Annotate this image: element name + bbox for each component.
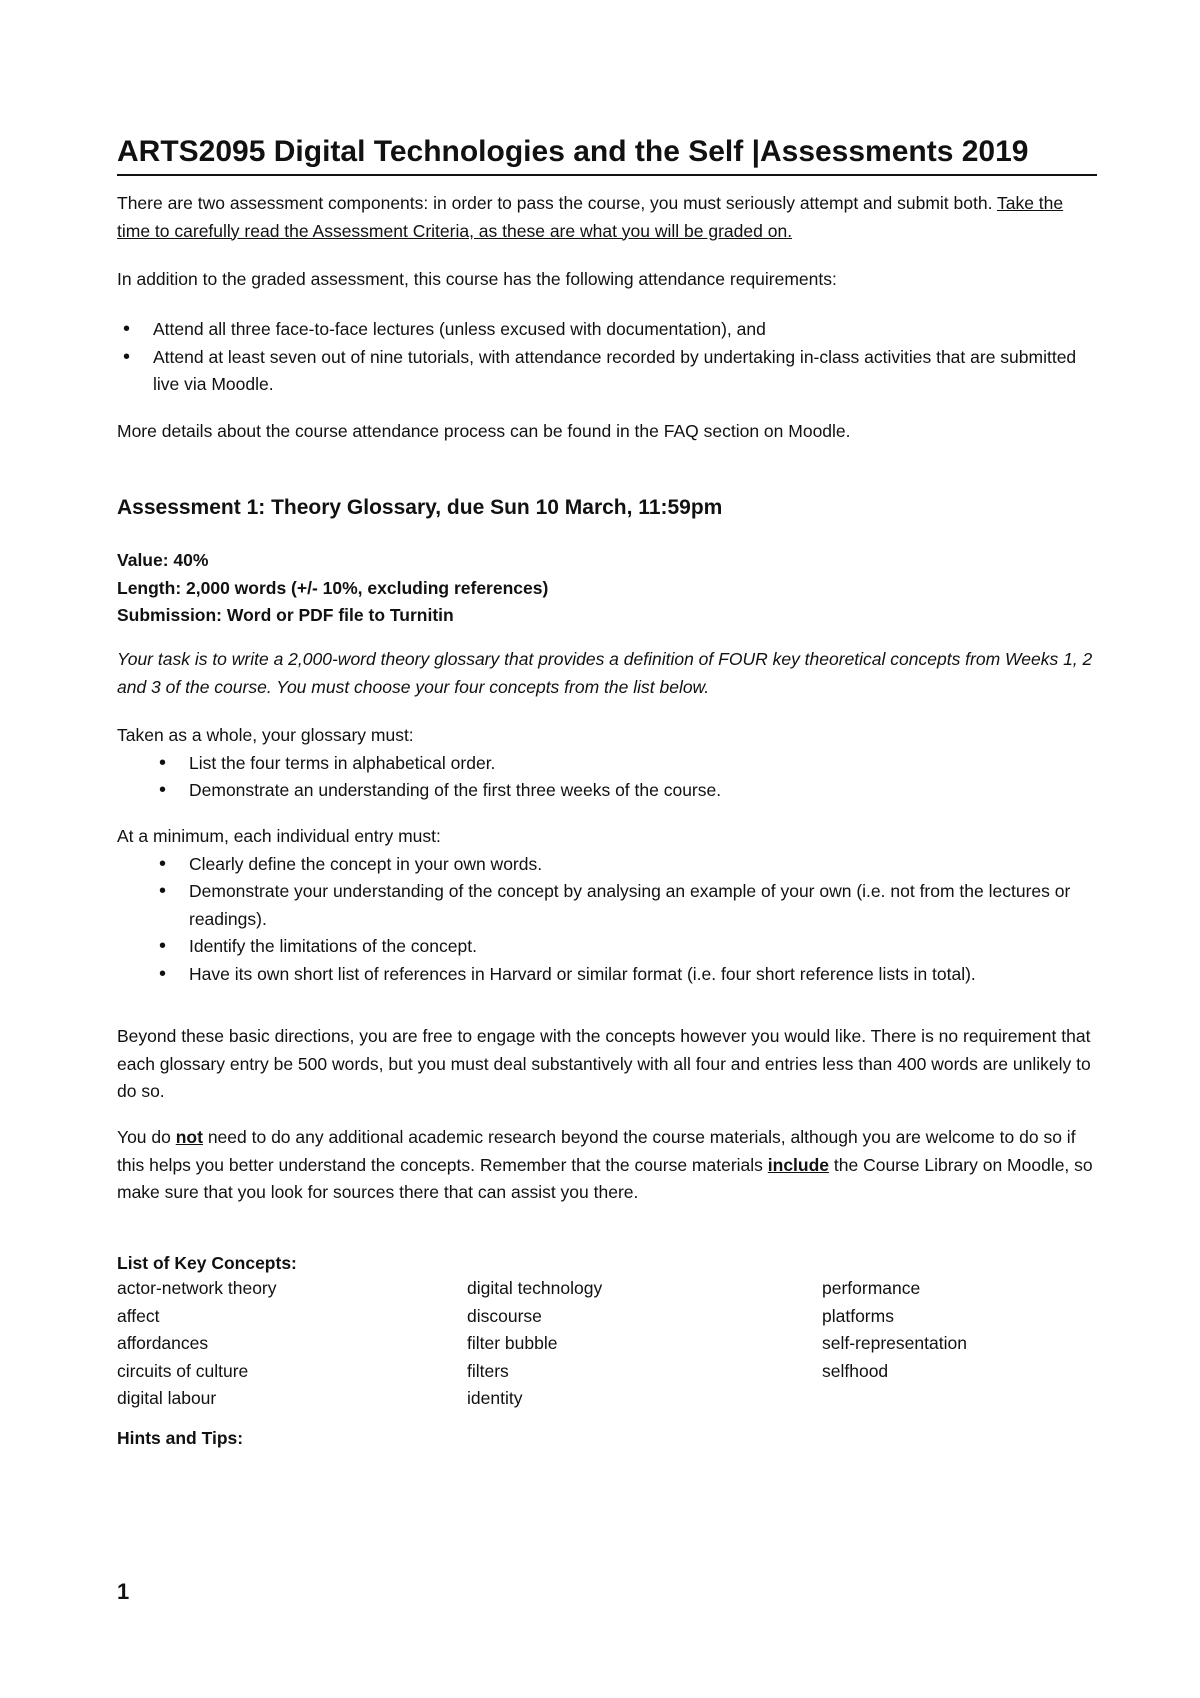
entry-requirement-item: • Clearly define the concept in your own words.: [117, 851, 1097, 879]
glossary-whole-intro: Taken as a whole, your glossary must:: [117, 725, 414, 745]
glossary-whole-list: [117, 750, 1097, 805]
intro-text: There are two assessment components: in order to pass the course, you must seriously attempt and submit both.: [117, 193, 997, 213]
concepts-column: [822, 1275, 1097, 1413]
entry-requirements-list: [117, 851, 1097, 989]
entry-requirement-item: • Identify the limitations of the concept.: [117, 933, 1097, 961]
concepts-list: [117, 1275, 1097, 1413]
task-description: Your task is to write a 2,000-word theory glossary that provides a definition of FOUR key theoretical concepts from Weeks 1, 2 and 3 of the course. You must choose your four concepts from the list below.: [117, 649, 1093, 697]
concept-item: identity: [467, 1388, 523, 1408]
concept-item: performance: [822, 1278, 921, 1298]
document-title: ARTS2095 Digital Technologies and the Self |Assessments 2019: [117, 132, 1097, 176]
intro-paragraph: [117, 190, 1097, 245]
entry-requirement-item: • Demonstrate your understanding of the concept by analysing an example of your own (i.e. not from the lectures or readings).: [117, 878, 1097, 933]
research-text-2: need to do any additional academic research beyond the course materials, although you are welcome to do so if this helps you better understand the concepts. Remember that the course materials: [117, 1127, 1076, 1175]
assessment1-heading: Assessment 1: Theory Glossary, due Sun 10 March, 11:59pm: [117, 496, 723, 519]
beyond-paragraph: Beyond these basic directions, you are free to engage with the concepts however you would like. There is no requirement that each glossary entry be 500 words, but you must deal substantively with all four and entries less than 400 words are unlikely to do so.: [117, 1026, 1091, 1101]
page-number: 1: [117, 1579, 130, 1604]
attendance-intro: In addition to the graded assessment, this course has the following attendance requirements:: [117, 269, 837, 289]
concept-item: platforms: [822, 1305, 894, 1326]
concepts-column: [117, 1275, 467, 1413]
concept-item: actor-network theory: [117, 1278, 277, 1298]
assessment-length: Length: 2,000 words (+/- 10%, excluding references): [117, 577, 549, 598]
entry-requirement-item: • Have its own short list of references in Harvard or similar format (i.e. four short reference lists in total).: [117, 961, 1097, 989]
concept-item: filter bubble: [467, 1333, 558, 1353]
concept-item: filters: [467, 1360, 509, 1381]
glossary-whole-section: [117, 722, 1097, 805]
assessment-value: Value: 40%: [117, 550, 209, 570]
concept-item: affect: [117, 1305, 160, 1326]
attendance-item: • Attend all three face-to-face lectures (unless excused with documentation), and: [117, 316, 1097, 344]
hints-heading: Hints and Tips:: [117, 1428, 244, 1448]
glossary-whole-item: • Demonstrate an understanding of the first three weeks of the course.: [117, 777, 1097, 805]
concepts-heading: List of Key Concepts:: [117, 1253, 297, 1273]
research-paragraph: [117, 1124, 1097, 1207]
concept-item: digital technology: [467, 1278, 603, 1298]
concepts-column: [467, 1275, 822, 1413]
assessment-submission: Submission: Word or PDF file to Turnitin: [117, 605, 454, 625]
research-text-3: the Course Library on Moodle, so make sure that you look for sources there that can assist you there.: [117, 1154, 1093, 1202]
research-text-1: You do: [117, 1127, 176, 1147]
intro-underlined-text: Take the time to carefully read the Assessment Criteria, as these are what you will be graded on.: [117, 193, 1064, 241]
assessment1-meta: [117, 547, 1097, 630]
more-details-paragraph: More details about the course attendance process can be found in the FAQ section on Moodle.: [117, 421, 851, 441]
concept-item: self-representation: [822, 1333, 967, 1353]
attendance-list: [117, 316, 1097, 399]
concept-item: digital labour: [117, 1388, 217, 1408]
glossary-whole-item: • List the four terms in alphabetical order.: [117, 750, 1097, 778]
research-emphasis-include: include: [767, 1154, 830, 1175]
attendance-item: • Attend at least seven out of nine tutorials, with attendance recorded by undertaking in-class activities that are submitted live via Moodle.: [117, 344, 1097, 399]
concept-item: selfhood: [822, 1360, 889, 1381]
research-emphasis-not: not: [175, 1127, 203, 1147]
entry-requirements-intro: At a minimum, each individual entry must:: [117, 826, 441, 846]
entry-requirements-section: [117, 823, 1097, 988]
concept-item: circuits of culture: [117, 1360, 249, 1381]
concept-item: discourse: [467, 1305, 542, 1326]
concept-item: affordances: [117, 1333, 209, 1353]
